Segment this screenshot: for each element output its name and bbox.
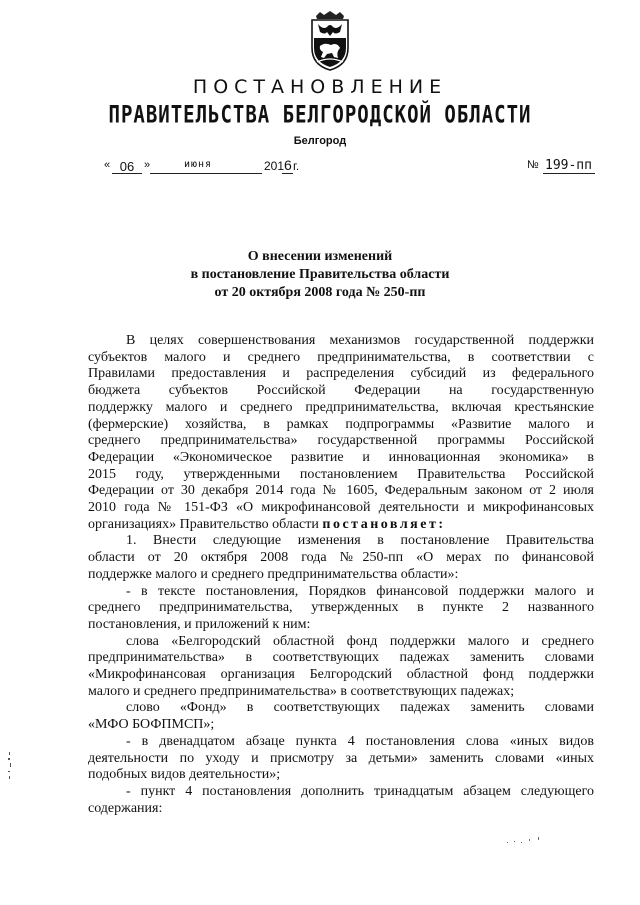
body-line: бюджета субъектов Российской Федерации на государственную xyxy=(88,383,594,399)
document-title xyxy=(0,248,640,302)
scan-artifact xyxy=(6,752,14,782)
title-line: О внесении изменений xyxy=(247,249,393,264)
body-line: среднего предпринимательства» государственной программы Российской xyxy=(88,433,594,449)
body-line: «МФО БОФПМСП»; xyxy=(88,717,215,733)
body-line: подобных видов деятельности»; xyxy=(88,767,281,783)
body-line: 2015 году, утвержденными постановлением Правительства Российской xyxy=(88,466,594,482)
body-line: среднего предпринимательства, утвержденных в пункте 2 названного xyxy=(88,600,594,616)
scan-artifact xyxy=(505,836,545,848)
document-number xyxy=(527,159,597,175)
day-underline xyxy=(112,173,142,174)
title-line: в постановление Правительства области xyxy=(190,267,450,282)
date-open-quote: « xyxy=(104,159,111,171)
date-close-quote: » xyxy=(144,159,151,171)
body-line: слова «Белгородский областной фонд поддержки малого и среднего xyxy=(126,633,594,649)
operative-word: постановляет: xyxy=(322,516,446,532)
city-name: Белгород xyxy=(293,135,347,147)
body-line: В целях совершенствования механизмов государственной поддержки xyxy=(126,333,594,348)
document-type: ПОСТАНОВЛЕНИЕ xyxy=(192,76,448,98)
body-line: слово «Фонд» в соответствующих падежах заменить словами xyxy=(126,700,594,716)
body-line: субъектов малого и среднего предпринимательства, в соответствии с xyxy=(88,349,594,365)
body-line: Правилами предоставления и распределения субсидий из федерального xyxy=(88,366,594,382)
body-line: содержания: xyxy=(88,800,163,816)
date-month: июня xyxy=(184,159,213,170)
body-line: поддержку малого и среднего предпринимательства, включая крестьянские xyxy=(88,399,594,415)
date-day: 06 xyxy=(119,159,135,174)
date-year-suffix: 6 xyxy=(284,157,292,173)
body-line: деятельности по уходу и присмотру за детьми» заменить словами «иных xyxy=(88,750,594,766)
body-line: Федерации «Экономическое развитие и инновационная экономика» в xyxy=(88,449,594,465)
number-sign: № xyxy=(527,159,539,171)
body-line: предпринимательства» в соответствующих падежах заменить словами xyxy=(88,650,594,666)
document-date xyxy=(104,159,324,175)
body-text-run: организациях» Правительство области xyxy=(88,516,319,532)
body-line: поддержке малого и среднего предпринимательства области»: xyxy=(88,566,459,582)
number-underline xyxy=(543,173,595,174)
number-value: 199-пп xyxy=(545,158,592,173)
body-line: малого и среднего предпринимательства» в соответствующих падежах; xyxy=(88,683,515,699)
title-line: от 20 октября 2008 года № 250-пп xyxy=(214,285,426,300)
issuer-name: ПРАВИТЕЛЬСТВА БЕЛГОРОДСКОЙ ОБЛАСТИ xyxy=(108,101,532,129)
year-underline xyxy=(282,173,293,174)
body-line: - в двенадцатом абзаце пункта 4 постановления слова «иных видов xyxy=(126,733,594,749)
body-line: постановления, и приложений к ним: xyxy=(88,616,311,632)
body-line: Федерации от 30 декабря 2014 года № 1605, Федеральным законом от 2 июля xyxy=(88,483,594,499)
body-line: «Микрофинансовая организация Белгородский областной фонд поддержки xyxy=(88,667,594,683)
body-line: 1. Внести следующие изменения в постановление Правительства xyxy=(126,533,594,549)
body-line xyxy=(88,517,594,534)
document-body xyxy=(88,333,594,817)
body-line: - пункт 4 постановления дополнить тринадцатым абзацем следующего xyxy=(126,783,594,799)
coat-of-arms-icon xyxy=(307,10,353,72)
month-underline xyxy=(150,173,262,174)
body-line: области от 20 октября 2008 года №250-пп «О мерах по финансовой xyxy=(88,550,594,566)
date-year-prefix: 201 xyxy=(264,159,285,173)
body-line: 2010 года № 151-ФЗ «О микрофинансовой деятельности и микрофинансовых xyxy=(88,500,594,516)
body-line: - в тексте постановления, Порядков финансовой поддержки малого и xyxy=(126,583,594,599)
date-year-abbr: г. xyxy=(293,159,300,173)
body-line: (фермерские) хозяйства, в рамках подпрограммы «Развитие малого и xyxy=(88,416,594,432)
